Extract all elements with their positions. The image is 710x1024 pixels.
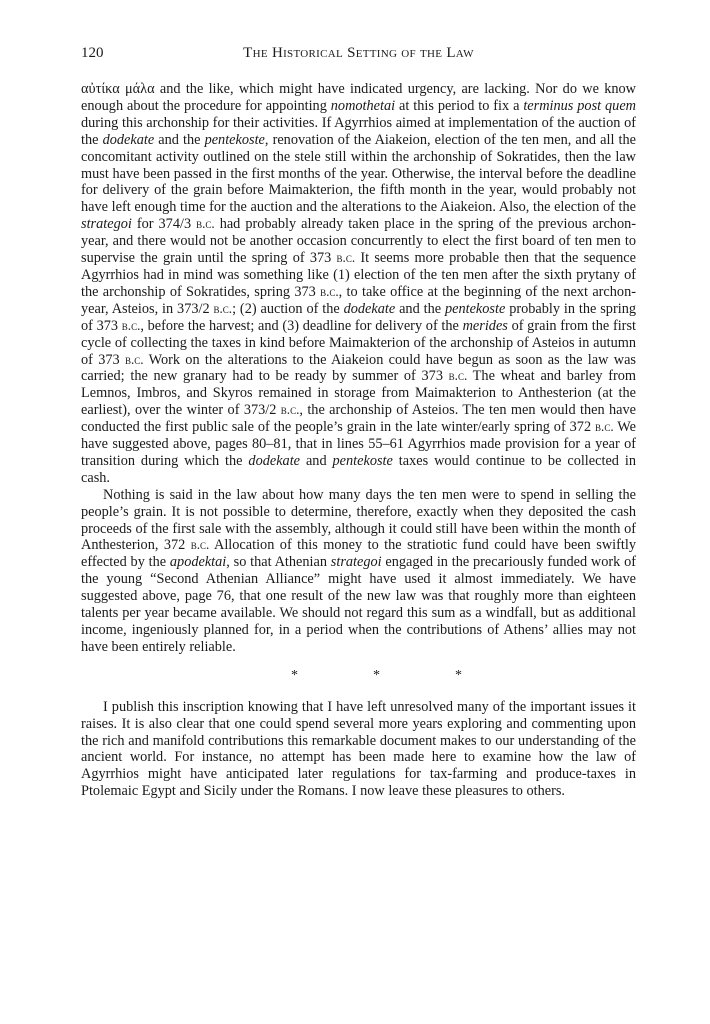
text-run: Nothing is said in the law about how many days the ten men were to spend in selling the people’s grain. It is not possible to determine, therefore, exactly when they deposited the cash proceeds of the first sale with the assembly, although it could still have been within the month of Anthesterion, 372 <box>81 486 636 554</box>
italic-term: dodekate <box>102 131 155 148</box>
running-head: The Historical Setting of the Law <box>243 45 474 61</box>
italic-term: strategoi <box>81 216 132 233</box>
text-run: , to take office at the beginning of the next archon-year, Asteios, in 373/2 <box>81 283 636 317</box>
italic-term: strategoi <box>330 554 382 571</box>
text-run: and the <box>154 131 205 148</box>
divider-asterisk: * <box>455 667 462 683</box>
era-abbreviation: b.c. <box>336 250 356 266</box>
paragraph-3 <box>81 699 636 800</box>
text-run: It seems more probable then that the sequence Agyrrhios had in mind was something like (1) election of the ten men after the sixth prytany of the archonship of Sokratides, spring 373 <box>81 250 636 300</box>
text-run: , so that Athenian <box>226 554 331 571</box>
text-run: , the archonship of Asteios. The ten men would then have conducted the first public sale of the people’s grain in the late winter/early spring of 372 <box>81 402 636 436</box>
text-run: Allocation of this money to the stratiotic fund could have been swiftly effected by the <box>81 537 636 571</box>
text-run: of grain from the first cycle of collecting the taxes in kind before Maimakterion of the archonship of Asteios in autumn of 373 <box>81 317 636 368</box>
italic-term: pentekoste <box>204 131 265 148</box>
text-run: We have suggested above, pages 80–81, that in lines 55–61 Agyrrhios made provision for a year of transition during which the <box>81 419 637 469</box>
divider-asterisk: * <box>291 667 298 683</box>
italic-term: terminus post quem <box>523 97 636 114</box>
text-run: for 374/3 <box>131 216 197 233</box>
italic-term: pentekoste <box>332 452 393 469</box>
divider-asterisk: * <box>373 667 380 683</box>
italic-term: merides <box>462 317 508 334</box>
text-run: The wheat and barley from Lemnos, Imbros, and Skyros remained in storage from Maimakterion to Anthesterion (at the earliest), over the winter of 373/2 <box>81 368 636 419</box>
text-run: and the <box>395 300 445 317</box>
era-abbreviation: b.c. <box>448 368 468 384</box>
text-run: , renovation of the Aiakeion, election of the ten men, and all the concomitant activity outlined on the stele still within the archonship of Sokratides, then the law must have been passed in the first months of the year. Otherwise, the interval before the deadline for delivery of the grain before Maimakterion, the fifth month in the year, would probably not have left enough time for the auction and the alterations to the Aiakeion. Also, the election of the <box>81 131 636 216</box>
text-run: , before the harvest; and (3) deadline for delivery of the <box>140 317 463 334</box>
text-run: I publish this inscription knowing that I have left unresolved many of the important issues it raises. It is also clear that one could spend several more years exploring and commenting upon the rich and manifold contributions this remarkable document makes to our understanding of the ancient world. For instance, no attempt has been made here to examine how the law of Agyrrhios might have anticipated later regulations for tax-farming and produce-taxes in Ptolemaic Egypt and Sicily under the Romans. I now leave these pleasures to others. <box>81 698 636 800</box>
text-run: Work on the alterations to the Aiakeion could have begun as soon as the law was carried; the new granary had to be ready by summer of 373 <box>81 351 636 385</box>
text-run: had probably already taken place in the spring of the previous archon-year, and there would not be another occasion concurrently to elect the first board of ten men to supervise the grain until the spring of 373 <box>81 216 637 267</box>
text-run: at this period to fix a <box>395 97 524 114</box>
italic-term: apodektai <box>169 554 227 571</box>
italic-term: dodekate <box>248 452 301 469</box>
text-run: engaged in the precariously funded work of the young “Second Athenian Alliance” might have used it almost immediately. We have suggested above, page 76, that one result of the new law was that roughly more than eighteen talents per year became available. We should not regard this sum as a windfall, but as additional income, ingeniously planned for, in a period when the contributions of Athens’ allies may not have been entirely reliable. <box>81 554 636 655</box>
era-abbreviation: b.c. <box>595 419 614 435</box>
italic-term: dodekate <box>343 300 396 317</box>
text-run: αὐτίκα μάλα and the like, which might have indicated urgency, are lacking. Nor do we know enough about the procedure for appointing <box>81 81 636 114</box>
text-run: and <box>300 452 333 469</box>
era-abbreviation: b.c. <box>124 351 144 367</box>
italic-term: nomothetai <box>330 97 396 114</box>
era-abbreviation: b.c. <box>280 402 300 418</box>
page-header <box>81 45 636 65</box>
era-abbreviation: b.c. <box>320 283 339 299</box>
text-run: taxes would continue to be collected in cash. <box>81 452 636 486</box>
era-abbreviation: b.c. <box>213 300 233 316</box>
paragraph-2 <box>81 487 636 656</box>
text-run: ; (2) auction of the <box>232 300 344 317</box>
italic-term: pentekoste <box>444 300 506 317</box>
body-text <box>81 81 636 800</box>
page-number: 120 <box>81 45 104 61</box>
paragraph-1 <box>81 81 636 487</box>
era-abbreviation: b.c. <box>121 317 141 333</box>
text-run: probably in the spring of 373 <box>81 300 636 334</box>
era-abbreviation: b.c. <box>190 537 210 553</box>
section-divider <box>81 668 636 685</box>
text-run: during this archonship for their activities. If Agyrrhios aimed at implementation of the auction of the <box>81 114 636 148</box>
era-abbreviation: b.c. <box>196 216 215 232</box>
